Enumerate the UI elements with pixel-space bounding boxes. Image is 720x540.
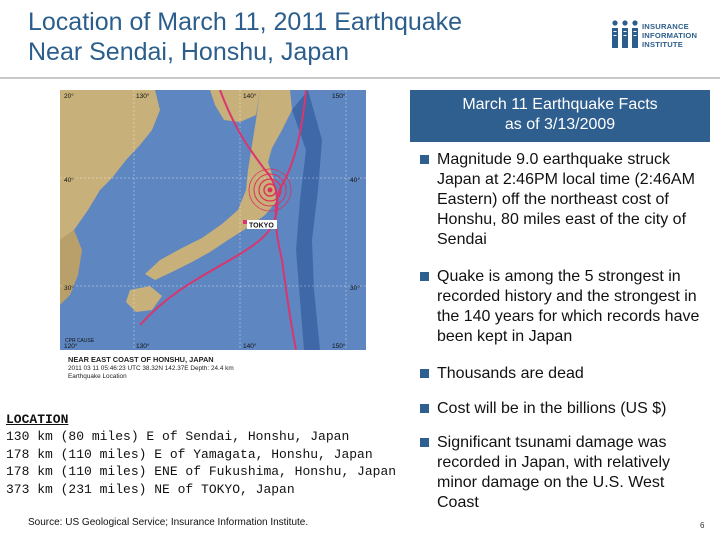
title-band — [0, 0, 720, 78]
tokyo-label: TOKYO — [249, 222, 274, 230]
title-divider — [0, 77, 720, 79]
bullet-square-icon — [420, 438, 429, 447]
fact-text: Cost will be in the billions (US $) — [437, 400, 667, 417]
logo-line-3: INSTITUTE — [642, 40, 684, 49]
location-row: 178 km (110 miles) E of Yamagata, Honshu, Japan — [6, 446, 373, 462]
tokyo-marker-icon — [243, 220, 247, 224]
title-line-1: Location of March 11, 2011 Earthquake — [28, 8, 463, 36]
page-number: 6 — [700, 521, 705, 530]
bullet-square-icon — [420, 155, 429, 164]
location-heading: LOCATION — [6, 412, 69, 427]
fact-item — [420, 433, 710, 513]
slide-title — [28, 7, 588, 67]
title-line-2: Near Sendai, Honshu, Japan — [28, 38, 350, 66]
bullet-square-icon — [420, 272, 429, 281]
logo-line-1: INSURANCE — [642, 22, 689, 31]
iii-logo — [612, 20, 712, 54]
fact-item — [420, 267, 710, 347]
lon-label-bottom-120: 120° — [64, 343, 78, 350]
lon-label-bottom-130: 130° — [136, 343, 150, 350]
facts-header — [410, 90, 710, 142]
earthquake-location-map — [60, 90, 366, 350]
location-row: 373 km (231 miles) NE of TOKYO, Japan — [6, 481, 295, 497]
map-small-label: CPR CAUSE — [65, 338, 95, 344]
map-caption-legend: Earthquake Location — [68, 373, 127, 380]
lon-label-bottom-140: 140° — [243, 343, 257, 350]
lat-label-40-left: 40° — [64, 177, 74, 184]
location-block — [6, 411, 396, 498]
location-row: 178 km (110 miles) ENE of Fukushima, Honshu, Japan — [6, 464, 397, 480]
fact-item — [420, 364, 710, 384]
lat-label-30-right: 30° — [350, 285, 360, 292]
facts-header-title: March 11 Earthquake Facts — [462, 96, 658, 113]
bullet-square-icon — [420, 404, 429, 413]
facts-list — [420, 150, 710, 513]
iii-logo-icon — [612, 20, 640, 50]
lon-label-top-150: 150° — [332, 93, 346, 100]
map-caption — [68, 356, 368, 382]
map-caption-title: NEAR EAST COAST OF HONSHU, JAPAN — [68, 355, 214, 364]
logo-line-2: INFORMATION — [642, 31, 698, 40]
fact-text: Thousands are dead — [437, 365, 584, 382]
fact-text: Quake is among the 5 strongest in recorded history and the strongest in the 140 years for which records have been kept in Japan — [437, 268, 700, 345]
bullet-square-icon — [420, 369, 429, 378]
map-caption-details: 2011 03 11 05:46:23 UTC 38.32N 142.37E Depth: 24.4 km — [68, 364, 234, 372]
lon-label-top-140: 140° — [243, 93, 257, 100]
facts-header-date: as of 3/13/2009 — [504, 116, 616, 133]
location-row: 130 km (80 miles) E of Sendai, Honshu, Japan — [6, 429, 350, 445]
source-note: Source: US Geological Service; Insurance Information Institute. — [28, 517, 309, 528]
lon-label-top-130: 130° — [136, 93, 150, 100]
logo-wordmark — [642, 22, 697, 49]
fact-text: Significant tsunami damage was recorded in Japan, with relatively minor damage on the U.S. West Coast — [437, 434, 671, 511]
lon-label-bottom-150: 150° — [332, 343, 346, 350]
fact-item — [420, 399, 710, 419]
lat-label-40-right: 40° — [350, 177, 360, 184]
lon-label-top-left: 20° — [64, 93, 74, 100]
epicenter-marker-icon — [268, 188, 273, 193]
fact-text: Magnitude 9.0 earthquake struck Japan at 2:46PM local time (2:46AM Eastern) off the northeast cost of Honshu, 80 miles east of the city of Sendai — [437, 151, 695, 248]
lat-label-30-left: 30° — [64, 285, 74, 292]
fact-item — [420, 150, 710, 250]
